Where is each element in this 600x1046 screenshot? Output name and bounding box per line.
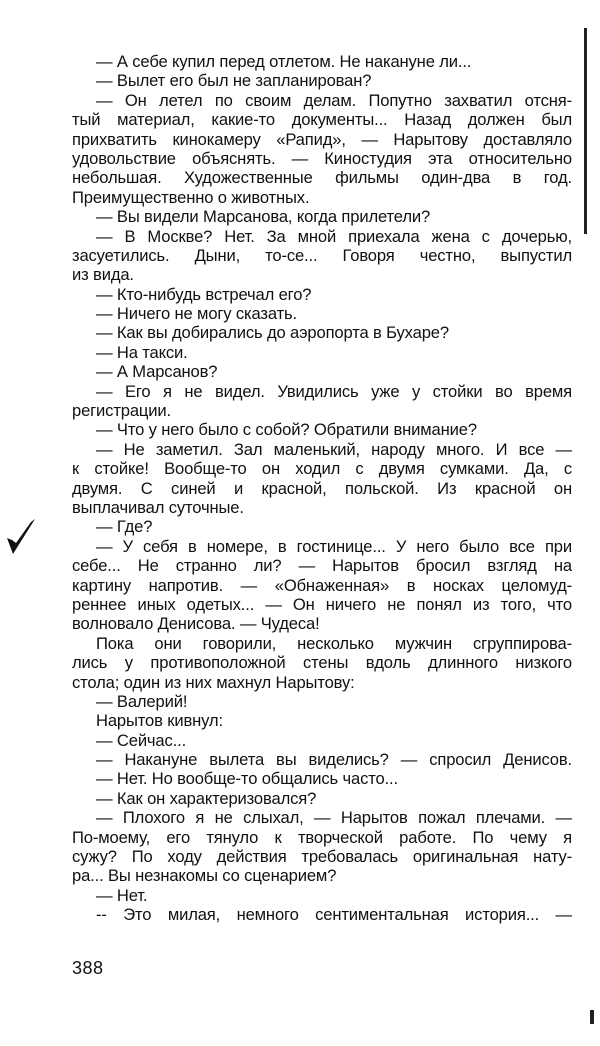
text-line: — Не заметил. Зал маленький, народу много. И все — xyxy=(96,439,572,459)
text-line: — Накануне вылета вы виделись? — спросил Денисов. xyxy=(96,750,572,770)
text-line: — Плохого я не слыхал, — Нарытов пожал плечами. — xyxy=(96,808,572,828)
handwritten-check-mark xyxy=(4,516,38,556)
text-line: из вида. xyxy=(72,265,134,285)
text-line: удовольствие объяснять. — Киностудия эта относительно xyxy=(72,148,572,168)
text-line: стола; один из них махнул Нарытову: xyxy=(72,672,355,692)
page-edge-tick xyxy=(590,1010,594,1024)
text-line: — А себе купил перед отлетом. Не накануне ли... xyxy=(96,52,472,71)
text-line: двумя. С синей и красной, польской. Из красной он xyxy=(72,478,572,498)
text-line: — Его я не видел. Увидились уже у стойки во время xyxy=(96,381,572,401)
text-line: лись у противоположной стены вдоль длинного низкого xyxy=(72,653,572,673)
text-line: — Как вы добирались до аэропорта в Бухаре? xyxy=(96,323,449,343)
text-line: себе... Не странно ли? — Нарытов бросил взгляд на xyxy=(72,556,572,576)
text-line: — Вы видели Марсанова, когда прилетели? xyxy=(96,207,431,227)
text-line: выплачивал суточные. xyxy=(72,497,244,517)
text-line: — У себя в номере, в гостинице... У него было все при xyxy=(96,536,572,556)
text-line: — Нет. Но вообще-то общались часто... xyxy=(96,769,398,789)
text-line: — Что у него было с собой? Обратили внимание? xyxy=(96,420,477,440)
text-line: тый материал, какие-то документы... Назад должен был xyxy=(72,110,572,130)
page-number: 388 xyxy=(72,958,104,978)
page-body-text xyxy=(72,52,572,925)
text-line: — Нет. xyxy=(96,885,148,905)
text-line: Пока они говорили, несколько мужчин сгруппирова- xyxy=(96,633,572,653)
text-line: — Валерий! xyxy=(96,691,188,711)
page-edge-mark xyxy=(584,28,587,234)
text-line: — Ничего не могу сказать. xyxy=(96,304,297,324)
text-line: — Сейчас... xyxy=(96,730,187,750)
text-line: Преимущественно о животных. xyxy=(72,187,310,207)
text-line: ра... Вы незнакомы со сценарием? xyxy=(72,866,337,886)
text-line: засуетились. Дыни, то-се... Говоря честно, выпустил xyxy=(72,245,572,265)
text-line: — Кто-нибудь встречал его? xyxy=(96,284,312,304)
text-line: реннее иных одетых... — Он ничего не понял из того, что xyxy=(72,594,572,614)
text-line: сужу? По ходу действия требовалась оригинальная нату- xyxy=(72,847,572,867)
text-line: прихватить кинокамеру «Рапид», — Нарытову доставляло xyxy=(72,129,572,149)
text-line: Нарытов кивнул: xyxy=(96,711,223,731)
text-line: — Вылет его был не запланирован? xyxy=(96,71,372,91)
text-line: небольшая. Художественные фильмы один-два в год. xyxy=(72,168,572,188)
text-line: По-моему, его тянуло к творческой работе. По чему я xyxy=(72,827,572,847)
text-line: регистрации. xyxy=(72,401,171,421)
text-line: — Как он характеризовался? xyxy=(96,788,317,808)
text-line: — Он летел по своим делам. Попутно захватил отсня- xyxy=(96,90,572,110)
text-line: — А Марсанов? xyxy=(96,362,218,382)
text-line: — В Москве? Нет. За мной приехала жена с дочерью, xyxy=(96,226,572,246)
text-line: картину напротив. — «Обнаженная» в носках целомуд- xyxy=(72,575,572,595)
text-line: волновало Денисова. — Чудеса! xyxy=(72,614,320,634)
text-line: к стойке! Вообще-то он ходил с двумя сумками. Да, с xyxy=(72,459,572,479)
text-line: -- Это милая, немного сентиментальная история... — xyxy=(96,905,572,925)
text-line: — На такси. xyxy=(96,342,188,362)
text-line: — Где? xyxy=(96,517,153,537)
